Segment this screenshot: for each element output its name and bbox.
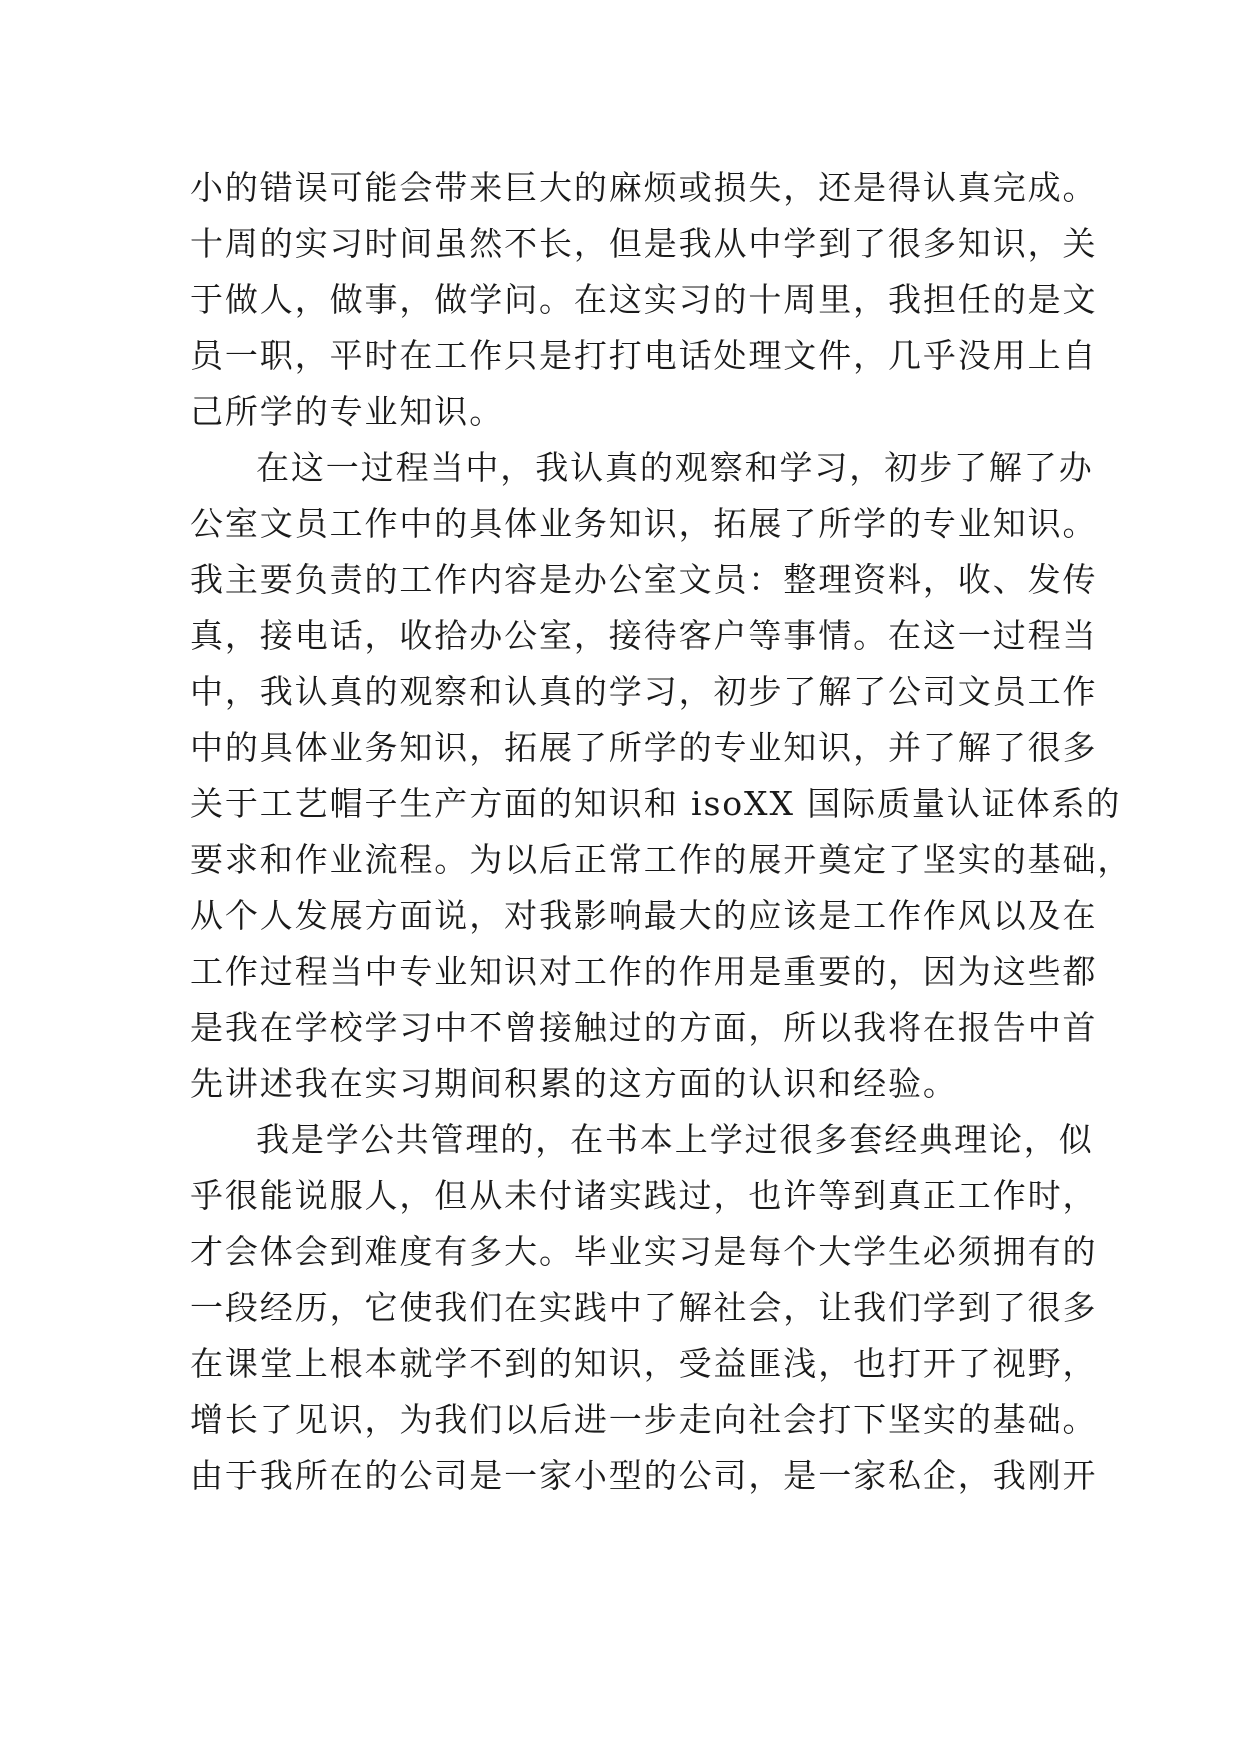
text-line: 十周的实习时间虽然不长，但是我从中学到了很多知识，关 <box>190 224 1098 263</box>
text-line: 才会体会到难度有多大。毕业实习是每个大学生必须拥有的 <box>190 1232 1098 1271</box>
text-line: 一段经历，它使我们在实践中了解社会，让我们学到了很多 <box>190 1288 1098 1327</box>
text-line: 要求和作业流程。为以后正常工作的展开奠定了坚实的基础， <box>190 840 1133 879</box>
text-line: 真，接电话，收拾办公室，接待客户等事情。在这一过程当 <box>190 616 1098 655</box>
text-line: 是我在学校学习中不曾接触过的方面，所以我将在报告中首 <box>190 1008 1098 1047</box>
body-text <box>190 160 1133 1504</box>
text-line: 己所学的专业知识。 <box>190 392 505 431</box>
text-line: 由于我所在的公司是一家小型的公司，是一家私企，我刚开 <box>190 1456 1098 1495</box>
text-line: 乎很能说服人，但从未付诸实践过，也许等到真正工作时， <box>190 1176 1098 1215</box>
text-line: 于做人，做事，做学问。在这实习的十周里，我担任的是文 <box>190 280 1098 319</box>
text-line: 工作过程当中专业知识对工作的作用是重要的，因为这些都 <box>190 952 1098 991</box>
text-line: 我主要负责的工作内容是办公室文员：整理资料，收、发传 <box>190 560 1098 599</box>
text-line: 员一职，平时在工作只是打打电话处理文件，几乎没用上自 <box>190 336 1098 375</box>
paragraph-first-line: 在这一过程当中，我认真的观察和学习，初步了解了办 <box>256 448 1094 487</box>
text-line: 增长了见识，为我们以后进一步走向社会打下坚实的基础。 <box>190 1400 1098 1439</box>
text-line: 中的具体业务知识，拓展了所学的专业知识，并了解了很多 <box>190 728 1098 767</box>
text-line: 关于工艺帽子生产方面的知识和 isoXX 国际质量认证体系的 <box>190 784 1122 823</box>
text-line: 公室文员工作中的具体业务知识，拓展了所学的专业知识。 <box>190 504 1098 543</box>
text-line: 小的错误可能会带来巨大的麻烦或损失，还是得认真完成。 <box>190 168 1098 207</box>
text-line: 在课堂上根本就学不到的知识，受益匪浅，也打开了视野， <box>190 1344 1098 1383</box>
text-line: 从个人发展方面说，对我影响最大的应该是工作作风以及在 <box>190 896 1098 935</box>
text-line: 先讲述我在实习期间积累的这方面的认识和经验。 <box>190 1064 958 1103</box>
text-line: 中，我认真的观察和认真的学习，初步了解了公司文员工作 <box>190 672 1098 711</box>
paragraph-first-line: 我是学公共管理的，在书本上学过很多套经典理论，似 <box>256 1120 1094 1159</box>
